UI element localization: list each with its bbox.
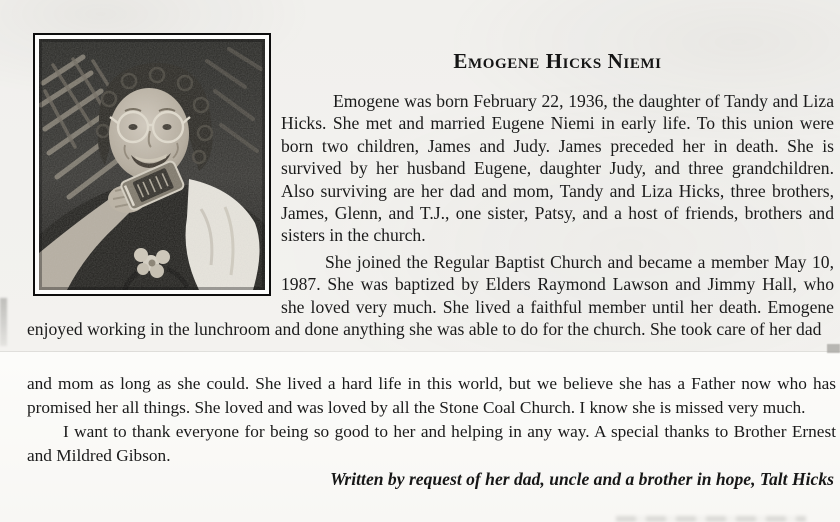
- obituary-paragraph-2-lower: and mom as long as she could. She lived a hard life in this world, but we believe she has a Father now who has promised her all things. She loved and was loved by all the Stone Coal Church. I know she is missed very much.: [27, 374, 836, 417]
- obituary-paragraph-3: I want to thank everyone for being so good to her and helping in any way. A special thanks to Brother Ernest and Mildred Gibson.: [27, 422, 836, 465]
- obituary-paragraph-1: Emogene was born February 22, 1936, the daughter of Tandy and Liza Hicks. She met and married Eugene Niemi in early life. To this union were born two children, James and Judy. James preceded her in death. She is survived by her husband Eugene, daughter Judy, and three grandchildren. Also surviving are her dad and mom, Tandy and Liza Hicks, three brothers, James, Glenn, and T.J., one sister, Patsy, and a host of friends, brothers and sisters in the church.: [281, 91, 834, 246]
- portrait-photo: [33, 33, 271, 296]
- lower-scan-section: [0, 352, 840, 522]
- attribution-line: Written by request of her dad, uncle and a brother in hope, Talt Hicks: [330, 469, 834, 489]
- page-title: Emogene Hicks Niemi: [453, 49, 662, 73]
- obituary-paragraph-2-upper: She joined the Regular Baptist Church and became a member May 10, 1987. She was baptized by Elders Raymond Lawson and Jimmy Hall, who she loved very much. She lived a faithful member until her death. Emogene enjoyed working in the lunchroom and done anything she was able to do for the church. She took care of her dad: [27, 251, 834, 340]
- portrait-photo-illustration: [39, 39, 265, 290]
